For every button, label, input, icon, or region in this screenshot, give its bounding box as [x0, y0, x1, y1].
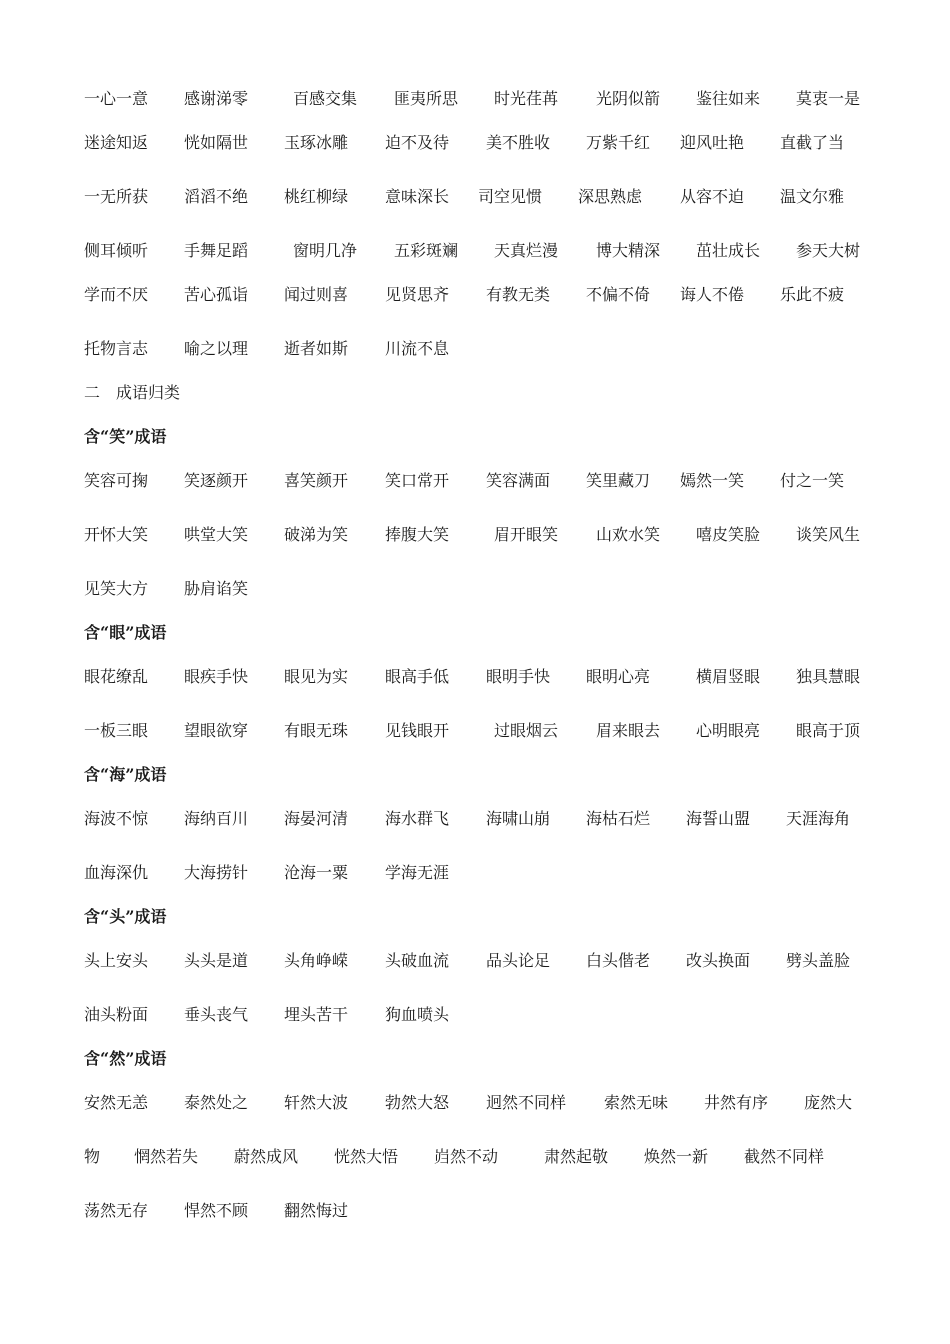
idiom: 眼疾手快: [184, 667, 249, 686]
idiom: 井然有序: [704, 1093, 769, 1112]
group-title: 含“海”成语: [84, 765, 167, 784]
idiom: 头破血流: [385, 951, 450, 970]
idiom: 勃然大怒: [385, 1093, 450, 1112]
idiom-line: [84, 576, 884, 602]
idiom: 见贤思齐: [385, 285, 450, 304]
idiom: 捧腹大笑: [385, 525, 450, 544]
idiom: 眼高于顶: [796, 721, 861, 740]
idiom: 大海捞针: [184, 863, 249, 882]
idiom-line: [84, 468, 884, 494]
idiom: 迷途知返: [84, 133, 149, 152]
idiom: 埋头苦干: [284, 1005, 349, 1024]
idiom: 匪夷所思: [394, 89, 459, 108]
idiom: 博大精深: [596, 241, 661, 260]
idiom: 改头换面: [686, 951, 751, 970]
idiom: 眉开眼笑: [494, 525, 559, 544]
idiom: 参天大树: [796, 241, 861, 260]
idiom: 百感交集: [293, 89, 358, 108]
idiom: 一心一意: [84, 89, 149, 108]
idiom-line: [84, 238, 884, 264]
idiom: 侧耳倾听: [84, 241, 149, 260]
idiom-line: [84, 522, 884, 548]
idiom: 海水群飞: [385, 809, 450, 828]
idiom-line: [84, 718, 884, 744]
idiom: 笑容可掬: [84, 471, 149, 490]
idiom: 心明眼亮: [696, 721, 761, 740]
idiom-line: [84, 1198, 884, 1224]
idiom-line: [84, 282, 884, 308]
idiom-line: [84, 1144, 884, 1170]
idiom: 窗明几净: [293, 241, 358, 260]
idiom-line: [84, 130, 884, 156]
idiom: 托物言志: [84, 339, 149, 358]
idiom: 血海深仇: [84, 863, 149, 882]
idiom: 迫不及待: [385, 133, 450, 152]
section-title: 二 成语归类: [84, 383, 181, 402]
idiom: 海晏河清: [284, 809, 349, 828]
idiom: 付之一笑: [780, 471, 845, 490]
idiom: 山欢水笑: [596, 525, 661, 544]
idiom: 一板三眼: [84, 721, 149, 740]
idiom: 索然无味: [604, 1093, 669, 1112]
idiom: 天真烂漫: [494, 241, 559, 260]
idiom: 海波不惊: [84, 809, 149, 828]
idiom: 喻之以理: [184, 339, 249, 358]
idiom: 截然不同样: [744, 1147, 825, 1166]
idiom: 笑逐颜开: [184, 471, 249, 490]
idiom: 沧海一粟: [284, 863, 349, 882]
idiom: 滔滔不绝: [184, 187, 249, 206]
idiom-line: [84, 1090, 884, 1116]
idiom: 意味深长: [385, 187, 450, 206]
idiom: 过眼烟云: [494, 721, 559, 740]
idiom: 头角峥嵘: [284, 951, 349, 970]
idiom: 见笑大方: [84, 579, 149, 598]
idiom: 笑里藏刀: [586, 471, 651, 490]
idiom-line: [84, 184, 884, 210]
idiom: 物: [84, 1147, 101, 1166]
idiom: 直截了当: [780, 133, 845, 152]
idiom: 眉来眼去: [596, 721, 661, 740]
idiom: 迥然不同样: [486, 1093, 567, 1112]
idiom: 有教无类: [486, 285, 551, 304]
idiom: 岿然不动: [434, 1147, 499, 1166]
idiom: 安然无恙: [84, 1093, 149, 1112]
idiom: 胁肩谄笑: [184, 579, 249, 598]
idiom: 学而不厌: [84, 285, 149, 304]
idiom: 眼见为实: [284, 667, 349, 686]
idiom: 嫣然一笑: [680, 471, 745, 490]
idiom: 五彩斑斓: [394, 241, 459, 260]
idiom: 桃红柳绿: [284, 187, 349, 206]
idiom: 破涕为笑: [284, 525, 349, 544]
idiom: 眼高手低: [385, 667, 450, 686]
idiom: 司空见惯: [478, 187, 543, 206]
idiom: 眼明手快: [486, 667, 551, 686]
idiom: 海啸山崩: [486, 809, 551, 828]
idiom-line: [84, 860, 884, 886]
idiom: 海枯石烂: [586, 809, 651, 828]
idiom-line: [84, 1002, 884, 1028]
idiom: 苦心孤诣: [184, 285, 249, 304]
group-title: 含“然”成语: [84, 1049, 167, 1068]
idiom: 品头论足: [486, 951, 551, 970]
idiom: 油头粉面: [84, 1005, 149, 1024]
idiom: 海誓山盟: [686, 809, 751, 828]
idiom-line: [84, 336, 884, 362]
idiom-line: [84, 86, 884, 112]
idiom: 嘻皮笑脸: [696, 525, 761, 544]
idiom: 垂头丧气: [184, 1005, 249, 1024]
group-title: 含“笑”成语: [84, 427, 167, 446]
idiom: 眼明心亮: [586, 667, 651, 686]
idiom: 玉琢冰雕: [284, 133, 349, 152]
idiom: 横眉竖眼: [696, 667, 761, 686]
idiom: 一无所获: [84, 187, 149, 206]
idiom: 手舞足蹈: [184, 241, 249, 260]
idiom: 轩然大波: [284, 1093, 349, 1112]
idiom: 泰然处之: [184, 1093, 249, 1112]
idiom: 美不胜收: [486, 133, 551, 152]
idiom: 翻然悔过: [284, 1201, 349, 1220]
idiom: 哄堂大笑: [184, 525, 249, 544]
idiom: 时光荏苒: [494, 89, 559, 108]
idiom: 喜笑颜开: [284, 471, 349, 490]
idiom: 从容不迫: [680, 187, 745, 206]
idiom: 恍如隔世: [184, 133, 249, 152]
idiom: 逝者如斯: [284, 339, 349, 358]
idiom: 温文尔雅: [780, 187, 845, 206]
group-title: 含“眼”成语: [84, 623, 167, 642]
idiom: 莫衷一是: [796, 89, 861, 108]
idiom: 焕然一新: [644, 1147, 709, 1166]
idiom: 悍然不顾: [184, 1201, 249, 1220]
idiom: 肃然起敬: [544, 1147, 609, 1166]
idiom: 万紫千红: [586, 133, 651, 152]
idiom: 茁壮成长: [696, 241, 761, 260]
idiom: 庞然大: [804, 1093, 853, 1112]
idiom: 海纳百川: [184, 809, 249, 828]
idiom: 荡然无存: [84, 1201, 149, 1220]
idiom: 感谢涕零: [184, 89, 249, 108]
idiom: 学海无涯: [385, 863, 450, 882]
idiom: 川流不息: [385, 339, 450, 358]
idiom: 鉴往如来: [696, 89, 761, 108]
group-title: 含“头”成语: [84, 907, 167, 926]
idiom: 狗血喷头: [385, 1005, 450, 1024]
idiom: 头头是道: [184, 951, 249, 970]
idiom: 蔚然成风: [234, 1147, 299, 1166]
idiom: 笑容满面: [486, 471, 551, 490]
idiom: 诲人不倦: [680, 285, 745, 304]
idiom: 独具慧眼: [796, 667, 861, 686]
idiom: 见钱眼开: [385, 721, 450, 740]
idiom: 开怀大笑: [84, 525, 149, 544]
idiom: 笑口常开: [385, 471, 450, 490]
idiom: 有眼无珠: [284, 721, 349, 740]
idiom: 眼花缭乱: [84, 667, 149, 686]
idiom: 谈笑风生: [796, 525, 861, 544]
idiom: 深思熟虑: [578, 187, 643, 206]
idiom: 迎风吐艳: [680, 133, 745, 152]
idiom: 头上安头: [84, 951, 149, 970]
idiom: 不偏不倚: [586, 285, 651, 304]
idiom: 劈头盖脸: [786, 951, 851, 970]
idiom: 惘然若失: [134, 1147, 199, 1166]
idiom: 望眼欲穿: [184, 721, 249, 740]
idiom: 闻过则喜: [284, 285, 349, 304]
idiom: 乐此不疲: [780, 285, 845, 304]
idiom: 天涯海角: [786, 809, 851, 828]
idiom-line: [84, 664, 884, 690]
idiom-line: [84, 948, 884, 974]
idiom: 光阴似箭: [596, 89, 661, 108]
idiom: 白头偕老: [586, 951, 651, 970]
idiom-line: [84, 806, 884, 832]
idiom: 恍然大悟: [334, 1147, 399, 1166]
